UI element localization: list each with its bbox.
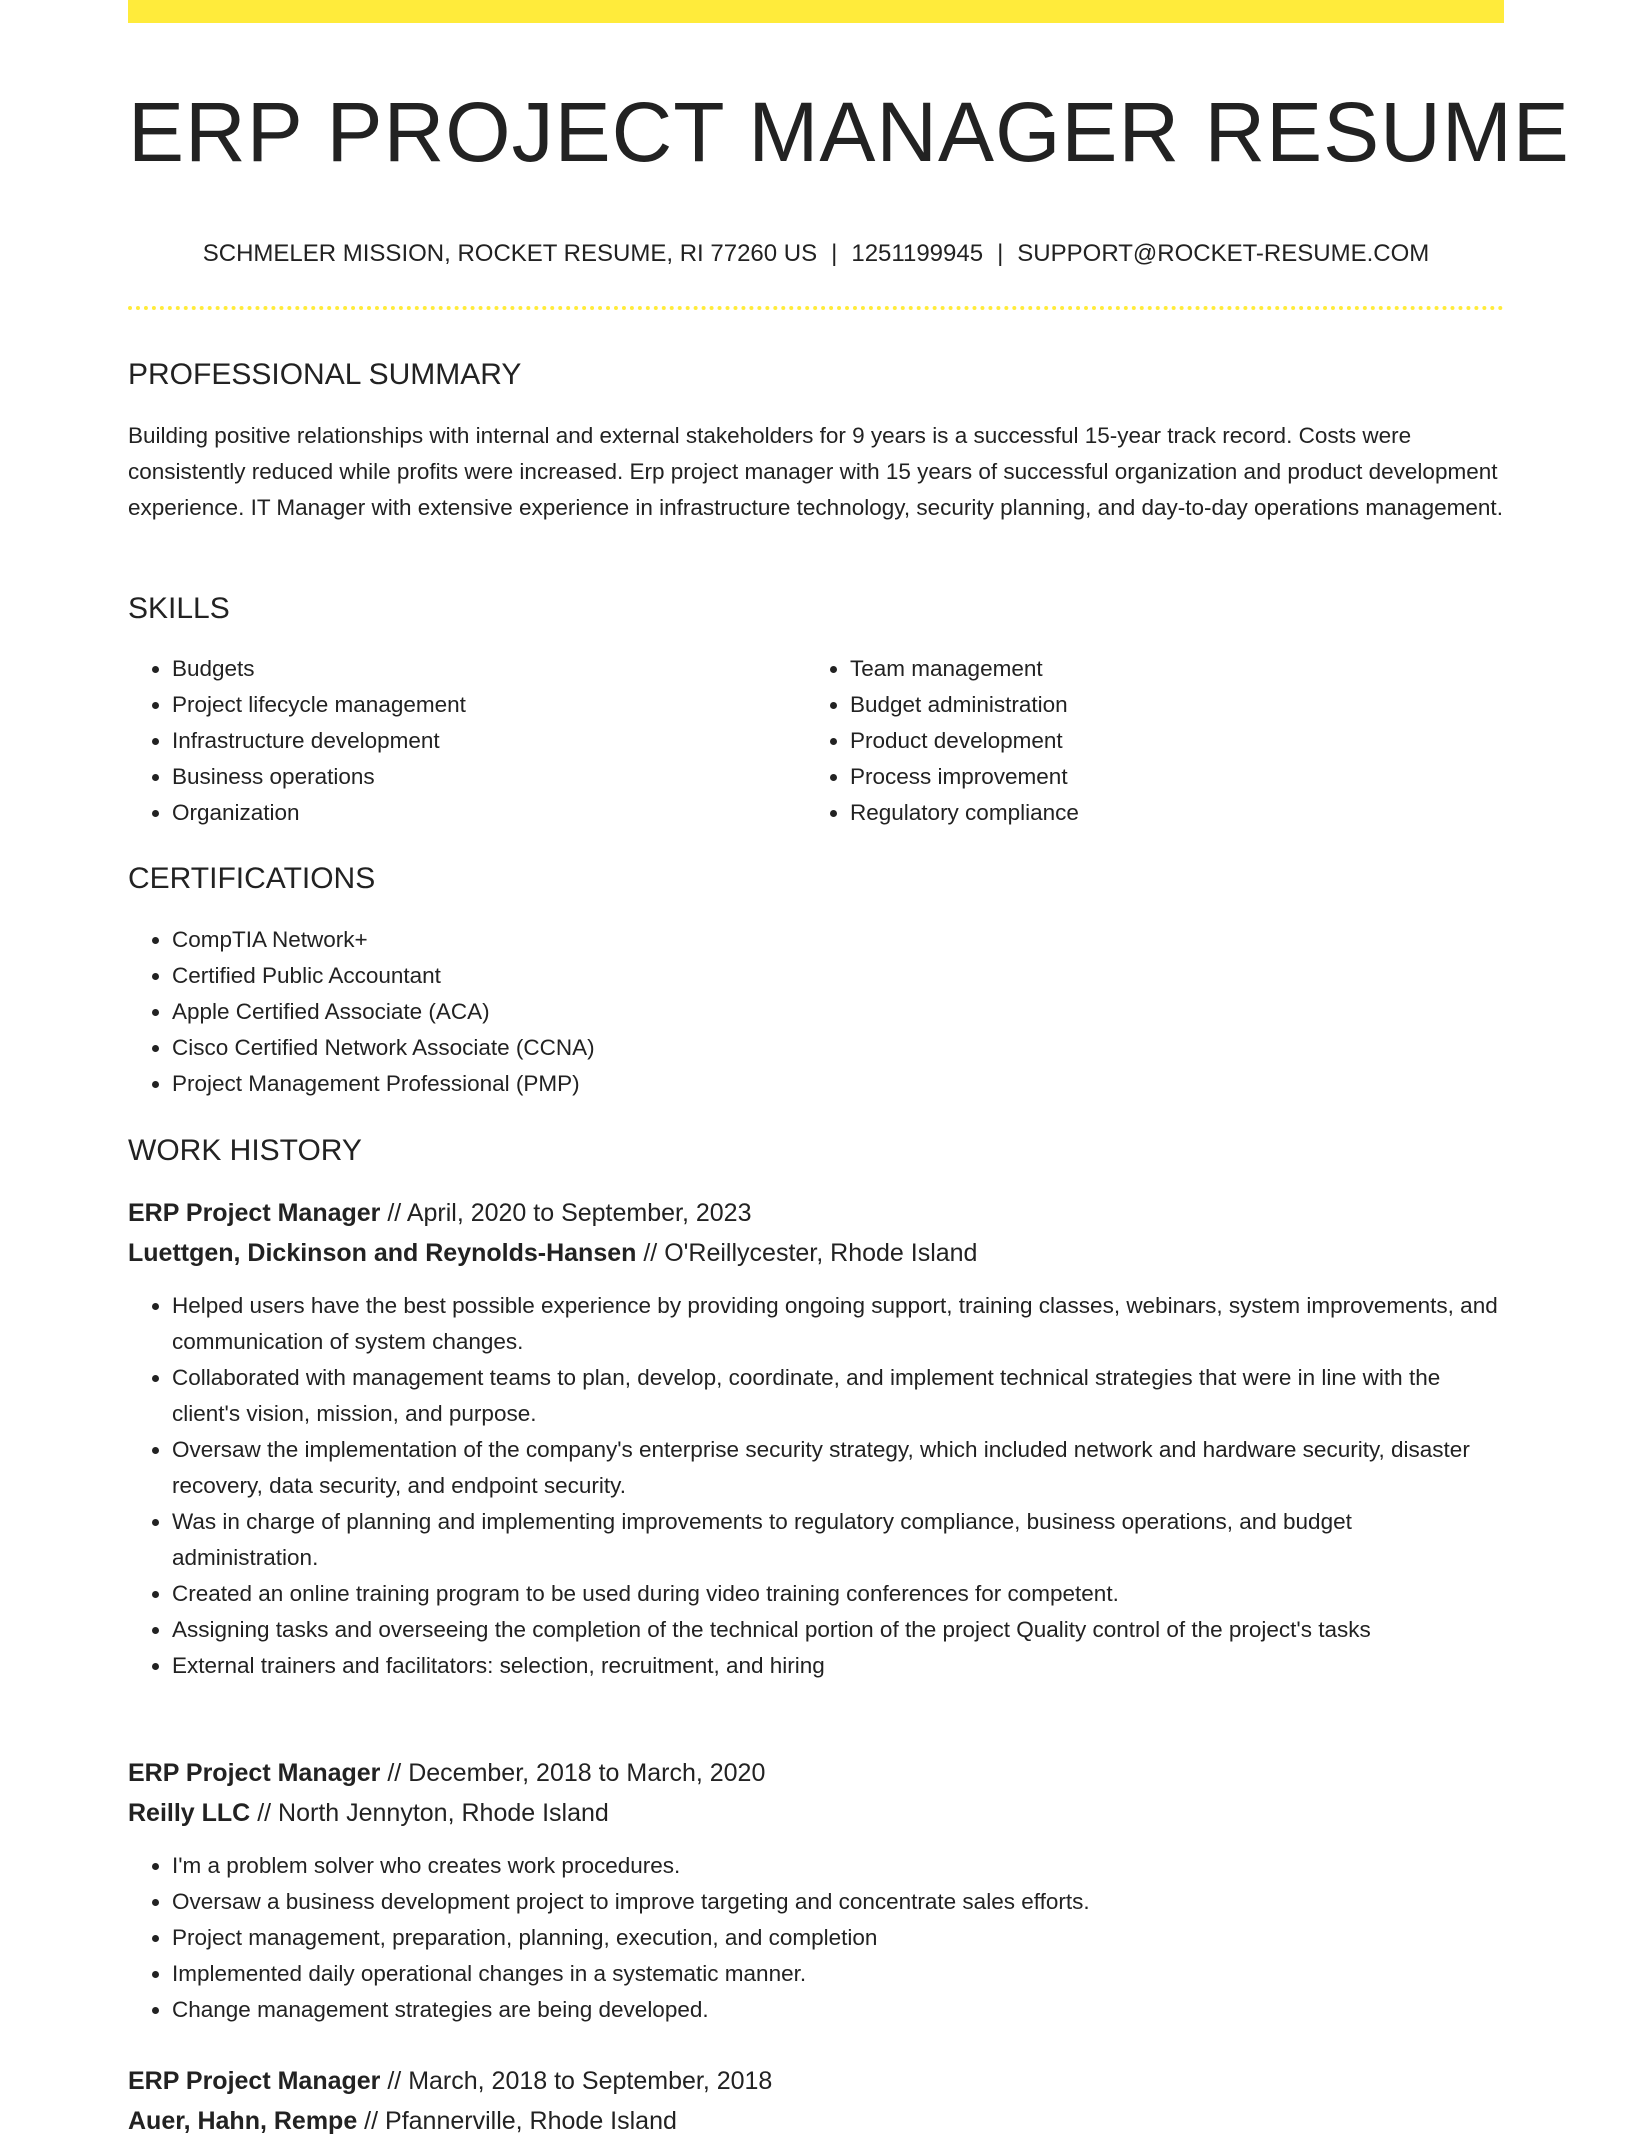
skills-list-left [128, 651, 792, 831]
job-separator: // [250, 1799, 279, 1827]
job-dates: December, 2018 to March, 2020 [408, 1759, 766, 1787]
job-bullet: • Collaborated with management teams to plan, develop, coordinate, and implement technical strategies that were in line with the client's vision, mission, and purpose. [172, 1360, 1504, 1432]
job-dates: March, 2018 to September, 2018 [408, 2067, 773, 2095]
summary-heading: PROFESSIONAL SUMMARY [128, 358, 522, 391]
skills-heading: SKILLS [128, 592, 230, 625]
job-company-line [128, 1793, 609, 1833]
work-history-heading: WORK HISTORY [128, 1134, 362, 1167]
contact-line [128, 236, 1504, 272]
certification-item: • Cisco Certified Network Associate (CCNA) [172, 1030, 1472, 1066]
certifications-heading: CERTIFICATIONS [128, 862, 376, 895]
top-accent-bar [128, 0, 1504, 23]
job-separator: // [380, 1199, 407, 1227]
job-location: North Jennyton, Rhode Island [278, 1799, 609, 1827]
job-separator: // [380, 2067, 409, 2095]
job-separator: // [357, 2107, 386, 2135]
job-company-line [128, 1233, 977, 1273]
certifications-list [128, 922, 1472, 1102]
job-bullet: • Helped users have the best possible experience by providing ongoing support, training classes, webinars, system improvements, and communication of system changes. [172, 1288, 1504, 1360]
job-bullet: • I'm a problem solver who creates work procedures. [172, 1848, 1504, 1884]
summary-text: Building positive relationships with internal and external stakeholders for 9 years is a successful 15-year track record. Costs were consistently reduced while profits were increased. Erp project manager with 15 years of successful organization and product development experience. IT Manager with extensive experience in infrastructure technology, security planning, and day-to-day operations management. [128, 423, 1503, 520]
certification-item: • CompTIA Network+ [172, 922, 1472, 958]
contact-email: SUPPORT@ROCKET-RESUME.COM [1017, 240, 1430, 267]
skill-item: • Business operations [172, 759, 792, 795]
job-bullet: • Implemented daily operational changes in a systematic manner. [172, 1956, 1504, 1992]
job-company: Auer, Hahn, Rempe [128, 2107, 358, 2135]
job-role: ERP Project Manager [128, 2067, 381, 2095]
skill-item: • Budgets [172, 651, 792, 687]
job-role: ERP Project Manager [128, 1759, 381, 1787]
skill-item: • Organization [172, 795, 792, 831]
skill-item: • Budget administration [850, 687, 1470, 723]
skill-item: • Infrastructure development [172, 723, 792, 759]
job-location: O'Reillycester, Rhode Island [664, 1239, 978, 1267]
certification-item: • Project Management Professional (PMP) [172, 1066, 1472, 1102]
job-title-line [128, 1753, 765, 1793]
job-bullet: • Oversaw the implementation of the company's enterprise security strategy, which included network and hardware security, disaster recovery, data security, and endpoint security. [172, 1432, 1504, 1504]
job-title-line [128, 1193, 752, 1233]
job-bullet: • Created an online training program to be used during video training conferences for competent. [172, 1576, 1504, 1612]
job-bullet: • Oversaw a business development project to improve targeting and concentrate sales efforts. [172, 1884, 1504, 1920]
skill-item: • Regulatory compliance [850, 795, 1470, 831]
job-bullet: • Project management, preparation, planning, execution, and completion [172, 1920, 1504, 1956]
job-bullet: • Assigning tasks and overseeing the completion of the technical portion of the project Quality control of the project's tasks [172, 1612, 1504, 1648]
job-location: Pfannerville, Rhode Island [385, 2107, 677, 2135]
job-bullet: • Was in charge of planning and implementing improvements to regulatory compliance, business operations, and budget administration. [172, 1504, 1504, 1576]
contact-separator: | [997, 240, 1004, 267]
job-title-line [128, 2061, 772, 2101]
job-company: Reilly LLC [128, 1799, 251, 1827]
job-company-line [128, 2101, 677, 2141]
contact-address: SCHMELER MISSION, ROCKET RESUME, RI 77260 US [202, 240, 818, 267]
contact-phone: 1251199945 [851, 240, 984, 267]
certification-item: • Certified Public Accountant [172, 958, 1472, 994]
dotted-divider [128, 306, 1504, 310]
job-company: Luettgen, Dickinson and Reynolds-Hansen [128, 1239, 637, 1267]
job-bullets [128, 1848, 1504, 2028]
resume-page [128, 0, 1570, 2135]
job-role: ERP Project Manager [128, 1199, 381, 1227]
skill-item: • Team management [850, 651, 1470, 687]
certification-item: • Apple Certified Associate (ACA) [172, 994, 1472, 1030]
skill-item: • Process improvement [850, 759, 1470, 795]
job-separator: // [380, 1759, 409, 1787]
skills-list-right [806, 651, 1470, 831]
skill-item: • Product development [850, 723, 1470, 759]
contact-separator: | [831, 240, 838, 267]
job-bullet: • External trainers and facilitators: selection, recruitment, and hiring [172, 1648, 1504, 1684]
page-title: ERP PROJECT MANAGER RESUME [128, 85, 1570, 179]
job-dates: April, 2020 to September, 2023 [406, 1199, 752, 1227]
job-bullets [128, 1288, 1504, 1684]
skill-item: • Project lifecycle management [172, 687, 792, 723]
job-separator: // [636, 1239, 665, 1267]
job-bullet: • Change management strategies are being developed. [172, 1992, 1504, 2028]
